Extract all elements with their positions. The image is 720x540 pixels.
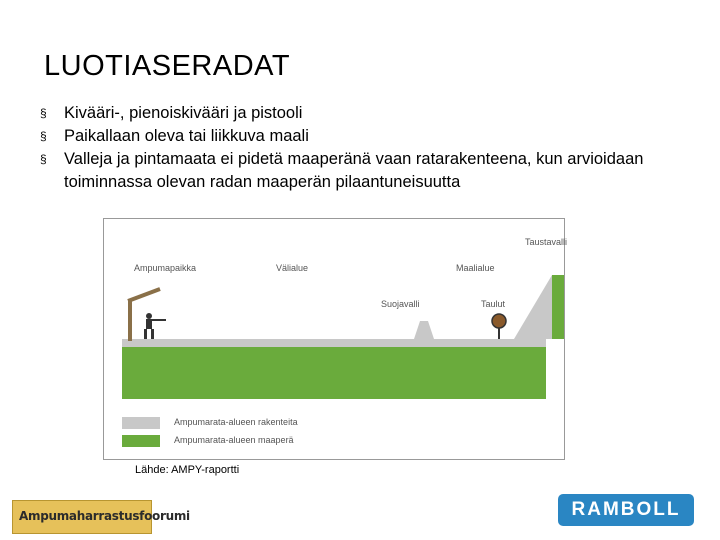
legend-label-structures: Ampumarata-alueen rakenteita (174, 417, 298, 427)
bullet-item (40, 125, 680, 148)
bullet-item (40, 102, 680, 125)
bullet-marker: § (40, 129, 47, 143)
ampumaharrastusfoorumi-logo (12, 500, 190, 534)
bullet-text: Paikallaan oleva tai liikkuva maali (64, 127, 309, 145)
shelter-roof (128, 289, 160, 301)
ramboll-logo (558, 494, 694, 526)
bullet-text: Kivääri-, pienoiskivääri ja pistooli (64, 104, 303, 122)
source-caption: Lähde: AMPY-raportti (135, 464, 240, 476)
legend-label-soil: Ampumarata-alueen maaperä (174, 435, 294, 445)
label-intermediate-area: Välialue (276, 263, 309, 273)
bullet-list (40, 102, 680, 194)
shelter-post (128, 301, 132, 341)
label-protective-wall: Suojavalli (381, 299, 420, 309)
range-diagram (103, 218, 568, 460)
logo-left-text: Ampumaharrastusfoorumi (19, 509, 190, 523)
range-diagram-drawing (104, 219, 564, 459)
bullet-item (40, 148, 680, 194)
protective-wall (414, 321, 434, 339)
ground-structure-layer (122, 339, 546, 347)
label-shooting-position: Ampumapaikka (134, 263, 197, 273)
back-wall-slope (514, 275, 552, 339)
legend-swatch-soil (122, 435, 160, 447)
ground-soil-layer (122, 347, 546, 399)
label-back-wall: Taustavalli (525, 237, 568, 247)
legend-swatch-structures (122, 417, 160, 429)
bullet-marker: § (40, 152, 47, 166)
page-title: LUOTIASERADAT (44, 50, 291, 82)
label-target-area: Maalialue (456, 263, 495, 273)
bullet-text: Valleja ja pintamaata ei pidetä maaperänä vaan ratarakenteena, kun arvioidaan toiminnassa olevan radan maaperän pilaantuneisuutta (64, 150, 644, 191)
logo-right-text: RAMBOLL (571, 499, 681, 520)
bullet-marker: § (40, 106, 47, 120)
target-icon (492, 314, 506, 328)
shooter-icon (144, 313, 166, 339)
label-targets: Taulut (481, 299, 506, 309)
back-wall-soil (552, 275, 564, 339)
